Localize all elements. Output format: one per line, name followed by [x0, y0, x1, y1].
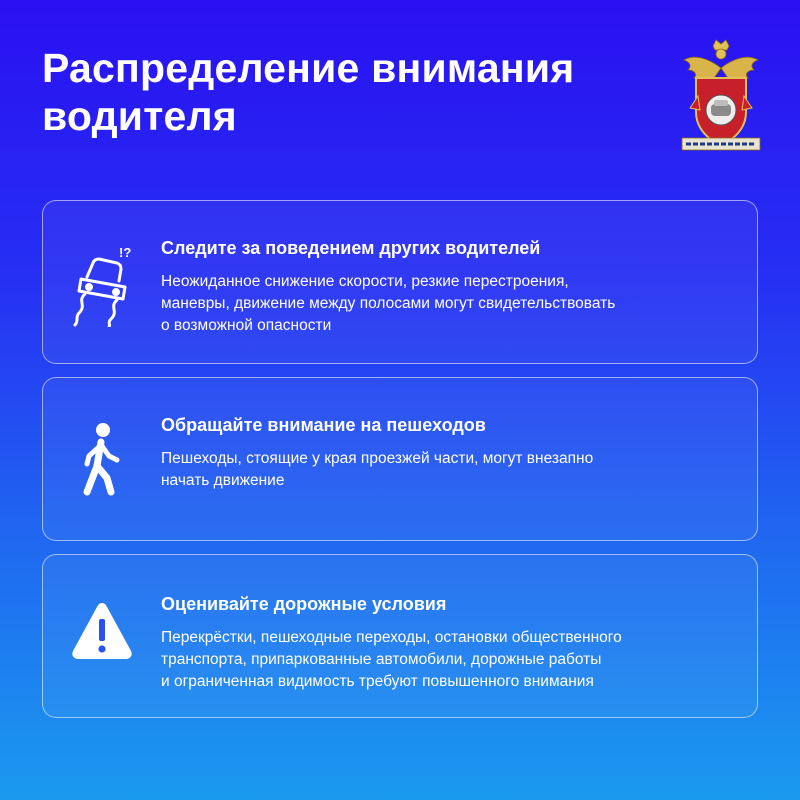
card-other-drivers — [42, 200, 758, 364]
card-text — [161, 448, 737, 492]
card-text — [161, 271, 737, 337]
card-heading: Обращайте внимание на пешеходов — [161, 415, 486, 435]
card-text-line: Перекрёстки, пешеходные переходы, остановки общественного — [161, 629, 622, 646]
police-emblem — [680, 38, 762, 156]
card-heading: Оценивайте дорожные условия — [161, 594, 447, 614]
card-text-line: и ограниченная видимость требуют повышенного внимания — [161, 673, 594, 690]
page-title — [42, 44, 642, 140]
svg-text:!?: !? — [119, 247, 132, 260]
card-road-conditions — [42, 554, 758, 718]
card-text-line: маневры, движение между полосами могут свидетельствовать — [161, 295, 616, 312]
card-text — [161, 627, 737, 693]
card-text-line: Неожиданное снижение скорости, резкие перестроения, — [161, 273, 569, 290]
pedestrian-icon — [75, 422, 141, 488]
title-line-2: водителя — [42, 93, 237, 139]
card-pedestrians — [42, 377, 758, 541]
card-text-line: начать движение — [161, 472, 285, 489]
card-text-line: о возможной опасности — [161, 317, 332, 334]
skidding-car-icon — [69, 247, 135, 313]
card-text-line: Пешеходы, стоящие у края проезжей части, могут внезапно — [161, 450, 594, 467]
card-text-line: транспорта, припаркованные автомобили, дорожные работы — [161, 651, 602, 668]
card-heading: Следите за поведением других водителей — [161, 238, 541, 258]
title-line-1: Распределение внимания — [42, 45, 575, 91]
warning-icon — [69, 599, 135, 665]
